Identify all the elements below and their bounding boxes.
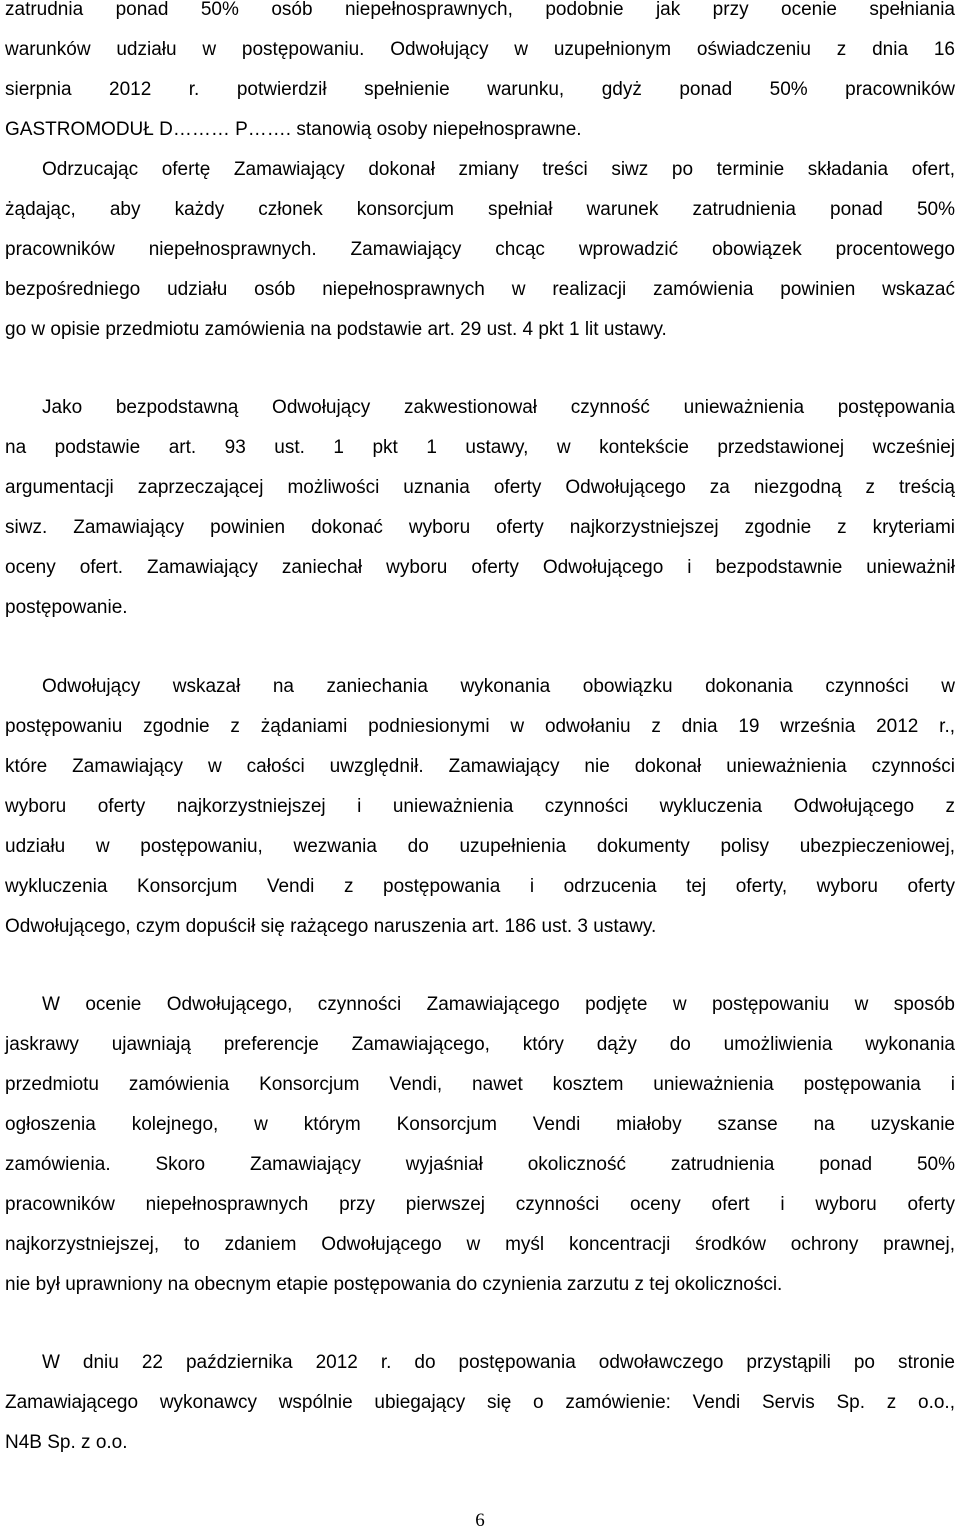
text-line: Odwołujący wskazał na zaniechania wykonania obowiązku dokonania czynności w [42,676,955,697]
paragraph-5 [5,1343,955,1463]
text-line: przedmiotu zamówienia Konsorcjum Vendi, nawet kosztem unieważnienia postępowania i [5,1074,955,1095]
text-line: go w opisie przedmiotu zamówienia na podstawie art. 29 ust. 4 pkt 1 lit ustawy. [5,319,667,340]
text-line: W ocenie Odwołującego, czynności Zamawiającego podjęte w postępowaniu w sposób [42,994,955,1015]
text-line: Zamawiającego wykonawcy wspólnie ubiegający się o zamówienie: Vendi Servis Sp. z o.o., [5,1392,955,1413]
text-line: na podstawie art. 93 ust. 1 pkt 1 ustawy, w kontekście przedstawionej wcześniej [5,437,955,458]
text-line: Jako bezpodstawną Odwołujący zakwestionował czynność unieważnienia postępowania [42,397,955,418]
text-line: jaskrawy ujawniają preferencje Zamawiającego, który dąży do umożliwienia wykonania [5,1034,955,1055]
text-line: warunków udziału w postępowaniu. Odwołujący w uzupełnionym oświadczeniu z dnia 16 [5,39,955,60]
paragraph-4 [5,985,955,1305]
paragraph-2 [5,388,955,628]
text-line: wyboru oferty najkorzystniejszej i unieważnienia czynności wykluczenia Odwołującego z [5,796,955,817]
text-line: W dniu 22 października 2012 r. do postępowania odwoławczego przystąpili po stronie [42,1352,955,1373]
text-line: bezpośredniego udziału osób niepełnosprawnych w realizacji zamówienia powinien wskazać [5,279,955,300]
text-line: nie był uprawniony na obecnym etapie postępowania do czynienia zarzutu z tej okoliczności. [5,1274,783,1295]
text-line: GASTROMODUŁ D……… P……. stanowią osoby niepełnosprawne. [5,119,582,140]
text-line: zatrudnia ponad 50% osób niepełnosprawnych, podobnie jak przy ocenie spełniania [5,0,955,20]
text-line: sierpnia 2012 r. potwierdził spełnienie warunku, gdyż ponad 50% pracowników [5,79,955,100]
text-line: postępowanie. [5,597,128,618]
text-line: zamówienia. Skoro Zamawiający wyjaśniał okoliczność zatrudnienia ponad 50% [5,1154,955,1175]
text-line: ogłoszenia kolejnego, w którym Konsorcjum Vendi miałoby szanse na uzyskanie [5,1114,955,1135]
text-line: Odwołującego, czym dopuścił się rażącego naruszenia art. 186 ust. 3 ustawy. [5,916,657,937]
text-line: postępowaniu zgodnie z żądaniami podniesionymi w odwołaniu z dnia 19 września 2012 r., [5,716,955,737]
paragraph-3 [5,667,955,947]
text-line: udziału w postępowaniu, wezwania do uzupełnienia dokumenty polisy ubezpieczeniowej, [5,836,955,857]
text-line: żądając, aby każdy członek konsorcjum spełniał warunek zatrudnienia ponad 50% [5,199,955,220]
text-line: argumentacji zaprzeczającej możliwości uznania oferty Odwołującego za niezgodną z treścią [5,477,955,498]
text-line: które Zamawiający w całości uwzględnił. Zamawiający nie dokonał unieważnienia czynności [5,756,955,777]
text-line: pracowników niepełnosprawnych. Zamawiający chcąc wprowadzić obowiązek procentowego [5,239,955,260]
text-line: oceny ofert. Zamawiający zaniechał wyboru oferty Odwołującego i bezpodstawnie unieważnił [5,557,955,578]
text-line: siwz. Zamawiający powinien dokonać wyboru oferty najkorzystniejszej zgodnie z kryteriami [5,517,955,538]
text-line: N4B Sp. z o.o. [5,1432,128,1453]
text-line: najkorzystniejszej, to zdaniem Odwołującego w myśl koncentracji środków ochrony prawnej, [5,1234,955,1255]
text-line: Odrzucając ofertę Zamawiający dokonał zmiany treści siwz po terminie składania ofert, [42,159,955,180]
text-line: wykluczenia Konsorcjum Vendi z postępowania i odrzucenia tej oferty, wyboru oferty [5,876,955,897]
paragraph-1 [5,0,955,350]
text-line: pracowników niepełnosprawnych przy pierwszej czynności oceny ofert i wyboru oferty [5,1194,955,1215]
page-number: 6 [475,1510,485,1531]
